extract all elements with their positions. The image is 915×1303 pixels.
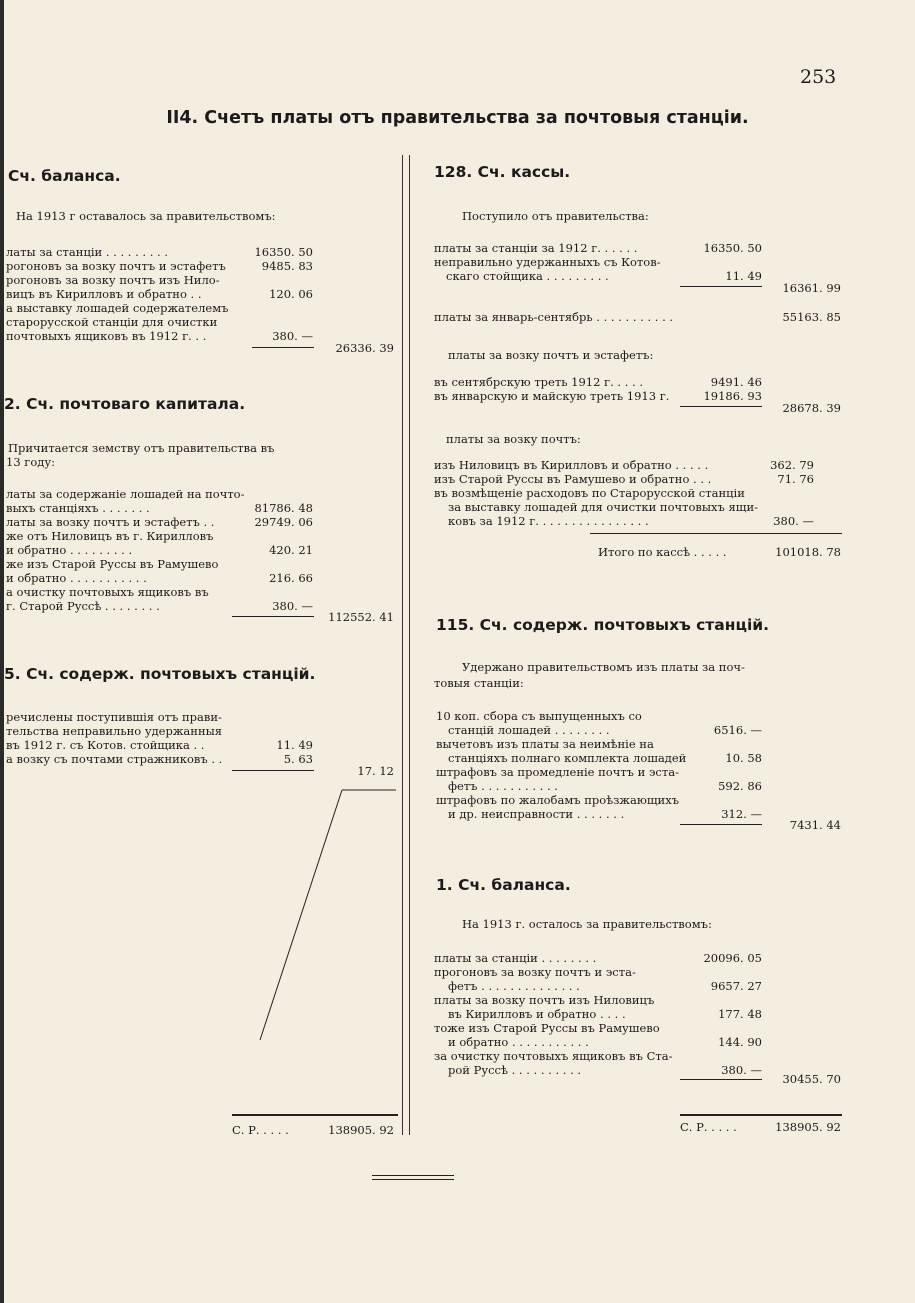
right-stations-intro: Удержано правительствомъ изъ платы за поч- [462,660,745,674]
list-item: латы за возку почтъ и эстафетъ . . [6,515,215,529]
list-item: станціяхъ полнаго комплекта лошадей [448,751,687,765]
itogo-value: 101018. 78 [775,545,841,559]
section-total: 28678. 39 [782,401,841,415]
list-item: платы за станціи . . . . . . . . [434,951,597,965]
right-sum-label: С. Р. . . . . [680,1120,737,1134]
sum-rule [680,1114,842,1116]
list-item: а выставку лошадей содержателемъ [6,301,229,315]
sum-rule [232,1114,398,1116]
left-capital-heading: 2. Сч. почтоваго капитала. [4,395,246,413]
list-item: фетъ . . . . . . . . . . . [448,779,558,793]
amount: 11. 49 [276,738,313,752]
list-item: же изъ Старой Руссы въ Рамушево [6,557,219,571]
amount: 29749. 06 [254,515,313,529]
cancel-stroke-diagonal [260,790,342,1040]
list-item: платы за возку почтъ изъ Ниловицъ [434,993,655,1007]
list-item: рогоновъ за возку почтъ изъ Нило- [6,273,220,287]
list-item: г. Старой Руссѣ . . . . . . . . [6,599,160,613]
right-cash-intro: платы за возку почтъ: [446,432,581,446]
section-total: 7431. 44 [789,818,841,832]
list-item: вычетовъ изъ платы за неимѣніе на [436,737,654,751]
list-item: за выставку лошадей для очистки почтовыхъ ящи- [448,500,758,514]
list-item: прогоновъ за возку почтъ и эста- [434,965,636,979]
right-sum-value: 138905. 92 [775,1120,841,1134]
list-item: и обратно . . . . . . . . . . . [448,1035,589,1049]
amount: 5. 63 [283,752,313,766]
list-item: же отъ Ниловицъ въ г. Кирилловъ [6,529,214,543]
amount: 177. 48 [718,1007,762,1021]
list-item: изъ Ниловицъ въ Кирилловъ и обратно . . . . . [434,458,709,472]
list-item: въ 1912 г. съ Котов. стойщика . . [6,738,205,752]
amount: 592. 86 [718,779,762,793]
right-cash-intro: платы за возку почтъ и эстафетъ: [448,348,654,362]
section-total: 16361. 99 [782,281,841,295]
list-item: а очистку почтовыхъ ящиковъ въ [6,585,209,599]
left-sum-label: С. Р. . . . . [232,1123,289,1137]
right-stations-heading: 115. Сч. содерж. почтовыхъ станцій. [436,616,770,634]
amount: 9485. 83 [261,259,313,273]
left-balance-heading: Сч. баланса. [8,167,121,185]
itogo-rule [590,533,842,534]
amount: 312. — [721,807,762,821]
amount: 16350. 50 [254,245,313,259]
list-item: въ сентябрскую треть 1912 г. . . . . [434,375,643,389]
amount: 420. 21 [269,543,313,557]
right-stations-intro: товыя станціи: [434,676,524,690]
list-item: неправильно удержанныхъ съ Котов- [434,255,661,269]
section-total: 26336. 39 [335,341,394,355]
section-total: 55163. 85 [782,310,841,324]
list-item: вицъ въ Кирилловъ и обратно . . [6,287,202,301]
list-item: въ возмѣщеніе расходовъ по Старорусской станціи [434,486,745,500]
section-total: 17. 12 [357,764,394,778]
amount: 20096. 05 [703,951,762,965]
list-item: ковъ за 1912 г. . . . . . . . . . . . . . . . [448,514,649,528]
left-sum-value: 138905. 92 [328,1123,394,1137]
amount: 216. 66 [269,571,313,585]
list-item: штрафовъ за промедленіе почтъ и эста- [436,765,679,779]
amount: 380. — [272,599,313,613]
list-item: а возку съ почтами стражниковъ . . [6,752,223,766]
list-item: штрафовъ по жалобамъ проѣзжающихъ [436,793,680,807]
amount: 362. 79 [770,458,814,472]
list-item: фетъ . . . . . . . . . . . . . . [448,979,580,993]
list-item: платы за станціи за 1912 г. . . . . . [434,241,638,255]
list-item: тоже изъ Старой Руссы въ Рамушево [434,1021,660,1035]
amount: 10. 58 [725,751,762,765]
left-balance-intro: На 1913 г оставалось за правительствомъ: [16,209,276,223]
right-cash-intro: Поступило отъ правительства: [462,209,649,223]
list-item: рогоновъ за возку почтъ и эстафетъ [6,259,226,273]
list-item: выхъ станціяхъ . . . . . . . [6,501,150,515]
amount: 120. 06 [269,287,313,301]
amount: 71. 76 [777,472,814,486]
list-item: изъ Старой Руссы въ Рамушево и обратно . . . [434,472,712,486]
amount: 19186. 93 [703,389,762,403]
end-ornament-rule [372,1179,454,1180]
list-item: и др. неисправности . . . . . . . [448,807,625,821]
list-item: рой Руссѣ . . . . . . . . . . [448,1063,582,1077]
list-item: почтовыхъ ящиковъ въ 1912 г. . . [6,329,207,343]
amount: 380. — [272,329,313,343]
right-cash-heading: 128. Сч. кассы. [434,163,571,181]
itogo-label: Итого по кассѣ . . . . . [598,545,727,559]
list-item: платы за январь-сентябрь . . . . . . . . . . . [434,310,674,324]
amount: 11. 49 [725,269,762,283]
amount: 16350. 50 [703,241,762,255]
amount: 144. 90 [718,1035,762,1049]
right-balance-intro: На 1913 г. осталось за правительствомъ: [462,917,712,931]
page-title: II4. Счетъ платы отъ правительства за почтовыя станціи. [166,108,749,128]
list-item: скаго стойщика . . . . . . . . . [446,269,609,283]
amount: 380. — [721,1063,762,1077]
section-total: 30455. 70 [782,1072,841,1086]
amount: 81786. 48 [254,501,313,515]
list-item: речислены поступившія отъ прави- [6,710,222,724]
list-item: за очистку почтовыхъ ящиковъ въ Ста- [434,1049,673,1063]
list-item: тельства неправильно удержанныя [6,724,223,738]
end-ornament-rule [372,1175,454,1176]
left-capital-intro: 13 году: [6,455,55,469]
left-capital-intro: Причитается земству отъ правительства въ [8,441,275,455]
list-item: въ январскую и майскую треть 1913 г. [434,389,670,403]
amount: 9491. 46 [710,375,762,389]
list-item: 10 коп. сбора съ выпущенныхъ со [436,709,642,723]
list-item: латы за содержаніе лошадей на почто- [6,487,245,501]
left-stations-heading: 5. Сч. содерж. почтовыхъ станцій. [4,665,316,683]
list-item: и обратно . . . . . . . . . . . [6,571,147,585]
list-item: старорусской станціи для очистки [6,315,218,329]
amount: 380. — [773,514,814,528]
list-item: и обратно . . . . . . . . . [6,543,133,557]
amount: 6516. — [713,723,762,737]
section-total: 112552. 41 [328,610,394,624]
amount: 9657. 27 [710,979,762,993]
list-item: латы за станціи . . . . . . . . . [6,245,168,259]
page-number: 253 [800,66,837,88]
list-item: въ Кирилловъ и обратно . . . . [448,1007,626,1021]
right-balance-heading: 1. Сч. баланса. [436,876,571,894]
list-item: станцій лошадей . . . . . . . . [448,723,610,737]
